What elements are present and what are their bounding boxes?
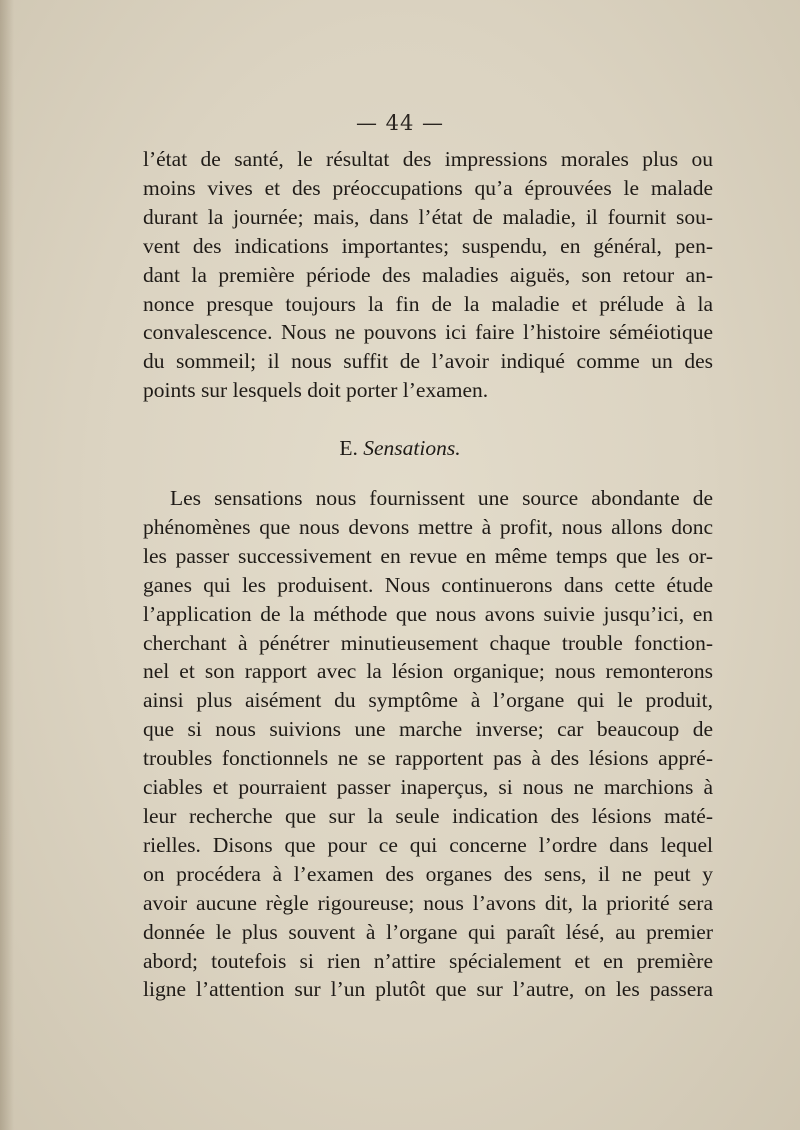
text-line: nel et son rapport avec la lésion organique; nous remonterons xyxy=(143,659,713,684)
text-line: vent des indications importantes; suspendu, en général, pen- xyxy=(143,233,713,258)
text-line: les passer successivement en revue en même temps que les or- xyxy=(143,543,713,568)
text-line: l’état de santé, le résultat des impressions morales plus ou xyxy=(143,147,713,171)
page-gutter-shadow xyxy=(0,0,14,1130)
text-line: cherchant à pénétrer minutieusement chaque trouble fonction- xyxy=(143,630,713,655)
text-line: Les sensations nous fournissent une source abondante de xyxy=(170,486,713,510)
text-line: dant la première période des maladies aiguës, son retour an- xyxy=(143,262,713,287)
text-line: ligne l’attention sur l’un plutôt que sur l’autre, on les passera xyxy=(143,977,713,1002)
text-line: phénomènes que nous devons mettre à profit, nous allons donc xyxy=(143,514,713,539)
text-line: convalescence. Nous ne pouvons ici faire l’histoire séméiotique xyxy=(143,320,713,345)
text-line: ainsi plus aisément du symptôme à l’organe qui le produit, xyxy=(143,688,713,713)
text-line: on procédera à l’examen des organes des sens, il ne peut y xyxy=(143,861,713,886)
text-line: que si nous suivions une marche inverse; car beaucoup de xyxy=(143,717,713,742)
page-number: — 44 — xyxy=(355,111,445,135)
section-label: E. xyxy=(339,436,358,460)
section-title: Sensations. xyxy=(363,436,461,460)
text-line: leur recherche que sur la seule indication des lésions maté- xyxy=(143,803,713,828)
section-heading xyxy=(0,436,800,461)
text-line: moins vives et des préoccupations qu’a éprouvées le malade xyxy=(143,175,713,200)
text-line: nonce presque toujours la fin de la maladie et prélude à la xyxy=(143,291,713,316)
text-line: l’application de la méthode que nous avons suivie jusqu’ici, en xyxy=(143,601,713,626)
text-line: ganes qui les produisent. Nous continuerons dans cette étude xyxy=(143,572,713,597)
text-line: avoir aucune règle rigoureuse; nous l’avons dit, la priorité sera xyxy=(143,890,713,915)
text-line: ciables et pourraient passer inaperçus, si nous ne marchions à xyxy=(143,775,713,800)
text-line: durant la journée; mais, dans l’état de maladie, il fournit sou- xyxy=(143,204,713,229)
paragraph-sensations xyxy=(143,484,713,1004)
text-line: du sommeil; il nous suffit de l’avoir indiqué comme un des xyxy=(143,349,713,374)
text-line: rielles. Disons que pour ce qui concerne l’ordre dans lequel xyxy=(143,832,713,857)
text-line: points sur lesquels doit porter l’examen. xyxy=(143,378,489,403)
text-line: abord; toutefois si rien n’attire spécialement et en première xyxy=(143,948,713,973)
text-line: troubles fonctionnels ne se rapportent pas à des lésions appré- xyxy=(143,746,713,771)
paragraph-sleep xyxy=(143,145,713,405)
text-line: donnée le plus souvent à l’organe qui paraît lésé, au premier xyxy=(143,919,713,944)
